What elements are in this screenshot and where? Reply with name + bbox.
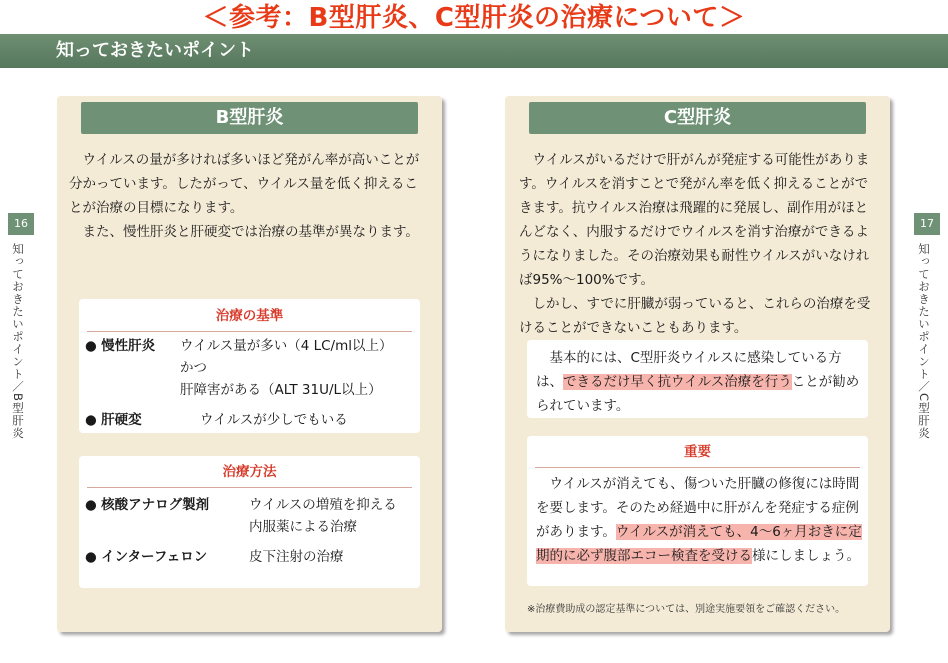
- hepatitis-c-heading: C型肝炎: [529, 102, 866, 134]
- bullet-icon: ●: [85, 549, 97, 565]
- important-text-post: 様にしましょう。: [752, 548, 860, 564]
- important-text: [536, 472, 862, 568]
- banner-text: 知っておきたいポイント: [56, 40, 254, 61]
- hepatitis-b-panel: [57, 96, 442, 632]
- treatment-methods-box: [79, 456, 420, 588]
- criteria-line: 肝障害がある（ALT 31U/L以上）: [180, 382, 382, 398]
- bullet-icon: ●: [85, 412, 97, 428]
- method-term: インターフェロン: [101, 549, 208, 565]
- method-description: 皮下注射の治療: [249, 549, 344, 565]
- hepatitis-b-paragraph-2: また、慢性肝炎と肝硬変では治療の基準が異なります。: [82, 224, 419, 240]
- divider: [87, 487, 412, 488]
- method-term: 核酸アナログ製剤: [101, 497, 210, 513]
- hepatitis-c-paragraph-1: ウイルスがいるだけで肝がんが発症する可能性があります。ウイルスを消すことで発がん率を低く抑えることができます。抗ウイルス治療は飛躍的に発展し、副作用がほとんどなく、内服するだけでウイルスを消す治療ができるようになりました。その治療効果も耐性ウイルスがいなければ95%～100%です。: [519, 152, 870, 288]
- criteria-line: ウイルス量が多い（4 LC/ml以上）: [180, 338, 393, 354]
- treatment-methods-title: 治療方法: [222, 464, 277, 480]
- method-description: [249, 494, 417, 538]
- advice-text: [536, 346, 862, 418]
- side-label-left: 知っておきたいポイント／B型肝炎: [11, 243, 25, 440]
- important-box: [527, 436, 868, 586]
- treatment-criteria-title: 治療の基準: [215, 308, 284, 324]
- page-number-right: 17: [914, 213, 940, 235]
- divider: [535, 467, 860, 468]
- advice-text-pre: 基本的には、C型肝炎ウイルスに感染している方は、: [536, 350, 842, 390]
- page-title: ＜参考：B型肝炎、C型肝炎の治療について＞: [202, 3, 746, 33]
- criteria-line: かつ: [180, 360, 207, 376]
- treatment-criteria-box: [79, 299, 420, 433]
- footnote: ※治療費助成の認定基準については、別途実施要領をご確認ください。: [527, 604, 846, 615]
- hepatitis-c-panel: [505, 96, 890, 632]
- side-label-right: 知っておきたいポイント／C型肝炎: [917, 243, 931, 440]
- criteria-term: 肝硬変: [101, 412, 142, 428]
- hepatitis-b-body: [69, 148, 431, 244]
- advice-highlight: できるだけ早く抗ウイルス治療を行う: [563, 374, 792, 390]
- advice-text-post: ことが勧められています。: [536, 374, 860, 414]
- important-text-pre: ウイルスが消えても、傷ついた肝臓の修復には時間を要します。そのため経過中に肝がんを発症する症例があります。: [536, 476, 860, 540]
- hepatitis-c-paragraph-2: しかし、すでに肝臓が弱っていると、これらの治療を受けることができないこともあります。: [519, 296, 871, 336]
- section-banner: [0, 34, 948, 68]
- criteria-description: ウイルスが少しでもいる: [200, 412, 348, 428]
- divider: [87, 331, 412, 332]
- hepatitis-c-body: [519, 148, 879, 340]
- hepatitis-b-heading: B型肝炎: [81, 102, 418, 134]
- important-title: 重要: [684, 444, 711, 460]
- advice-box: [527, 340, 868, 418]
- bullet-icon: ●: [85, 338, 97, 354]
- hepatitis-b-paragraph-1: ウイルスの量が多ければ多いほど発がん率が高いことが分かっています。したがって、ウイルス量を低く抑えることが治療の目標になります。: [69, 152, 420, 216]
- page-number-left: 16: [8, 213, 34, 235]
- bullet-icon: ●: [85, 497, 97, 513]
- criteria-term: 慢性肝炎: [101, 338, 156, 354]
- important-highlight: ウイルスが消えても、4～6ヶ月おきに定期的に必ず腹部エコー検査を受ける: [536, 524, 862, 564]
- method-line: ウイルスの増殖を抑える: [249, 497, 397, 513]
- method-line: 内服薬による治療: [249, 519, 357, 535]
- criteria-description: [180, 335, 415, 401]
